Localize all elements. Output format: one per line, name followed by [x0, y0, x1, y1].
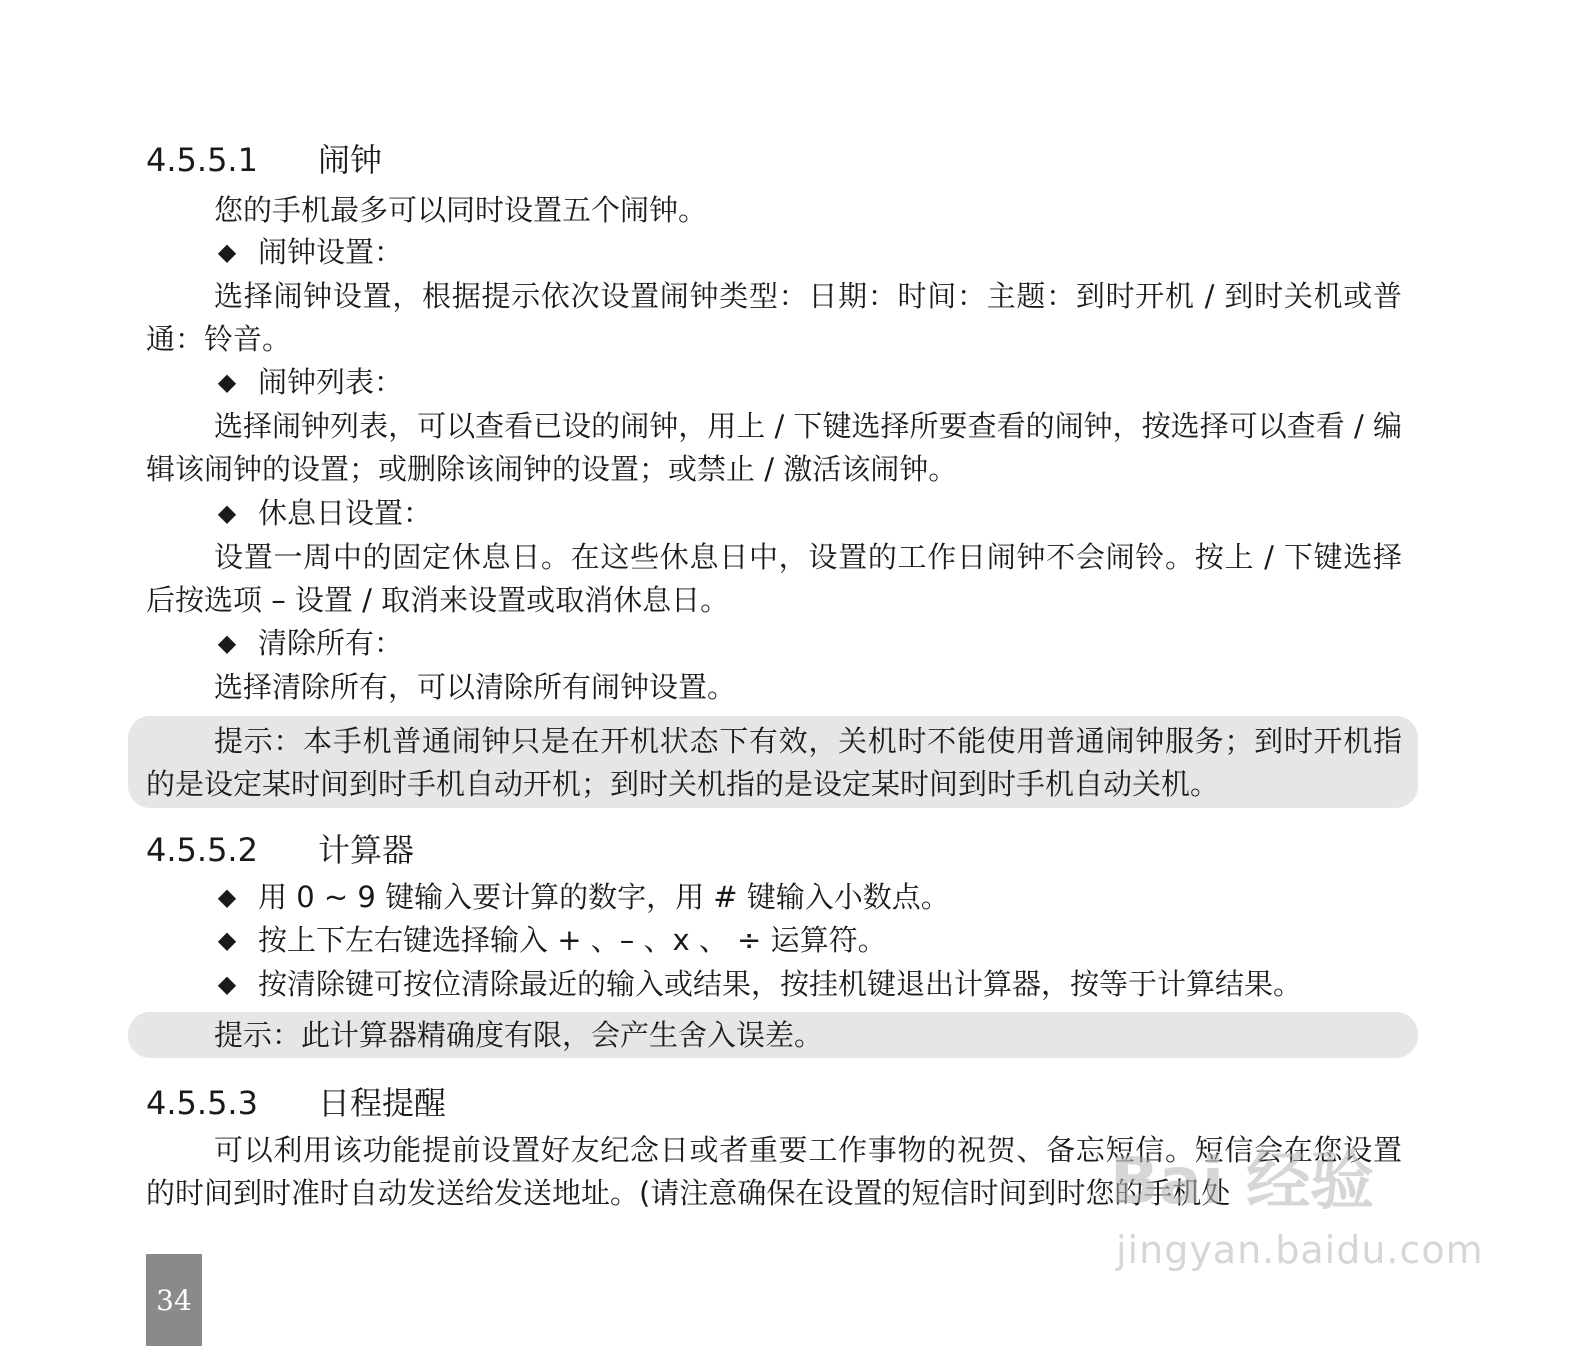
alarm-settings-text: 选择闹钟设置，根据提示依次设置闹钟类型：日期：时间：主题：到时开机 / 到时关机或普通：铃音。: [146, 279, 1402, 356]
clear-all-text: 选择清除所有，可以清除所有闹钟设置。: [214, 670, 737, 704]
calculator-bullet-2: [214, 919, 887, 962]
watermark-url: jingyan.baidu.com: [1116, 1228, 1484, 1272]
alarm-intro: 您的手机最多可以同时设置五个闹钟。: [214, 193, 708, 227]
calculator-tip-box: [128, 1012, 1418, 1058]
calculator-tip-text: 提示：此计算器精确度有限，会产生舍入误差。: [214, 1018, 824, 1052]
diamond-bullet-icon: ◆: [217, 970, 237, 998]
diamond-bullet-icon: ◆: [217, 238, 237, 266]
section-heading-calculator: [146, 830, 414, 870]
bullet-text: 按上下左右键选择输入 + 、– 、x 、 ÷ 运算符。: [258, 923, 887, 957]
calculator-bullet-1: [214, 876, 950, 919]
watermark-logo: Bai 经验: [1110, 1145, 1375, 1219]
item-label: 闹钟设置：: [258, 235, 404, 269]
diamond-bullet-icon: ◆: [217, 883, 237, 911]
diamond-bullet-icon: ◆: [217, 499, 237, 527]
alarm-tip-box: [128, 716, 1418, 808]
bullet-text: 用 0 ~ 9 键输入要计算的数字，用 # 键输入小数点。: [258, 880, 950, 914]
alarm-settings-item: [214, 231, 403, 274]
section-number: 4.5.5.1: [146, 141, 258, 179]
page-number: 34: [146, 1254, 202, 1346]
alarm-list-item: [214, 361, 403, 404]
clear-all-item: [214, 622, 403, 665]
section-number: 4.5.5.3: [146, 1084, 258, 1122]
item-label: 清除所有：: [258, 626, 404, 660]
section-title: 日程提醒: [318, 1084, 447, 1122]
schedule-reminder-text: 可以利用该功能提前设置好友纪念日或者重要工作事物的祝贺、备忘短信。短信会在您设置的时间到时准时自动发送给发送地址。(请注意确保在设置的短信时间到时您的手机处: [146, 1133, 1402, 1210]
alarm-tip-text: 提示：本手机普通闹钟只是在开机状态下有效，关机时不能使用普通闹钟服务；到时开机指的是设定某时间到时手机自动开机；到时关机指的是设定某时间到时手机自动关机。: [146, 724, 1402, 801]
diamond-bullet-icon: ◆: [217, 629, 237, 657]
rest-day-settings-text: 设置一周中的固定休息日。在这些休息日中，设置的工作日闹钟不会闹铃。按上 / 下键选择后按选项 – 设置 / 取消来设置或取消休息日。: [146, 540, 1402, 617]
bullet-text: 按清除键可按位清除最近的输入或结果，按挂机键退出计算器，按等于计算结果。: [258, 967, 1303, 1001]
section-heading-schedule-reminder: [146, 1083, 446, 1123]
section-title: 计算器: [318, 831, 415, 869]
diamond-bullet-icon: ◆: [217, 368, 237, 396]
rest-day-settings-item: [214, 492, 432, 535]
alarm-list-text: 选择闹钟列表，可以查看已设的闹钟，用上 / 下键选择所要查看的闹钟，按选择可以查看 / 编辑该闹钟的设置；或删除该闹钟的设置；或禁止 / 激活该闹钟。: [146, 409, 1402, 486]
calculator-bullet-3: [214, 963, 1302, 1006]
item-label: 闹钟列表：: [258, 365, 404, 399]
item-label: 休息日设置：: [258, 496, 433, 530]
section-number: 4.5.5.2: [146, 831, 258, 869]
section-title: 闹钟: [318, 141, 383, 179]
section-heading-alarm: [146, 140, 382, 180]
diamond-bullet-icon: ◆: [217, 926, 237, 954]
